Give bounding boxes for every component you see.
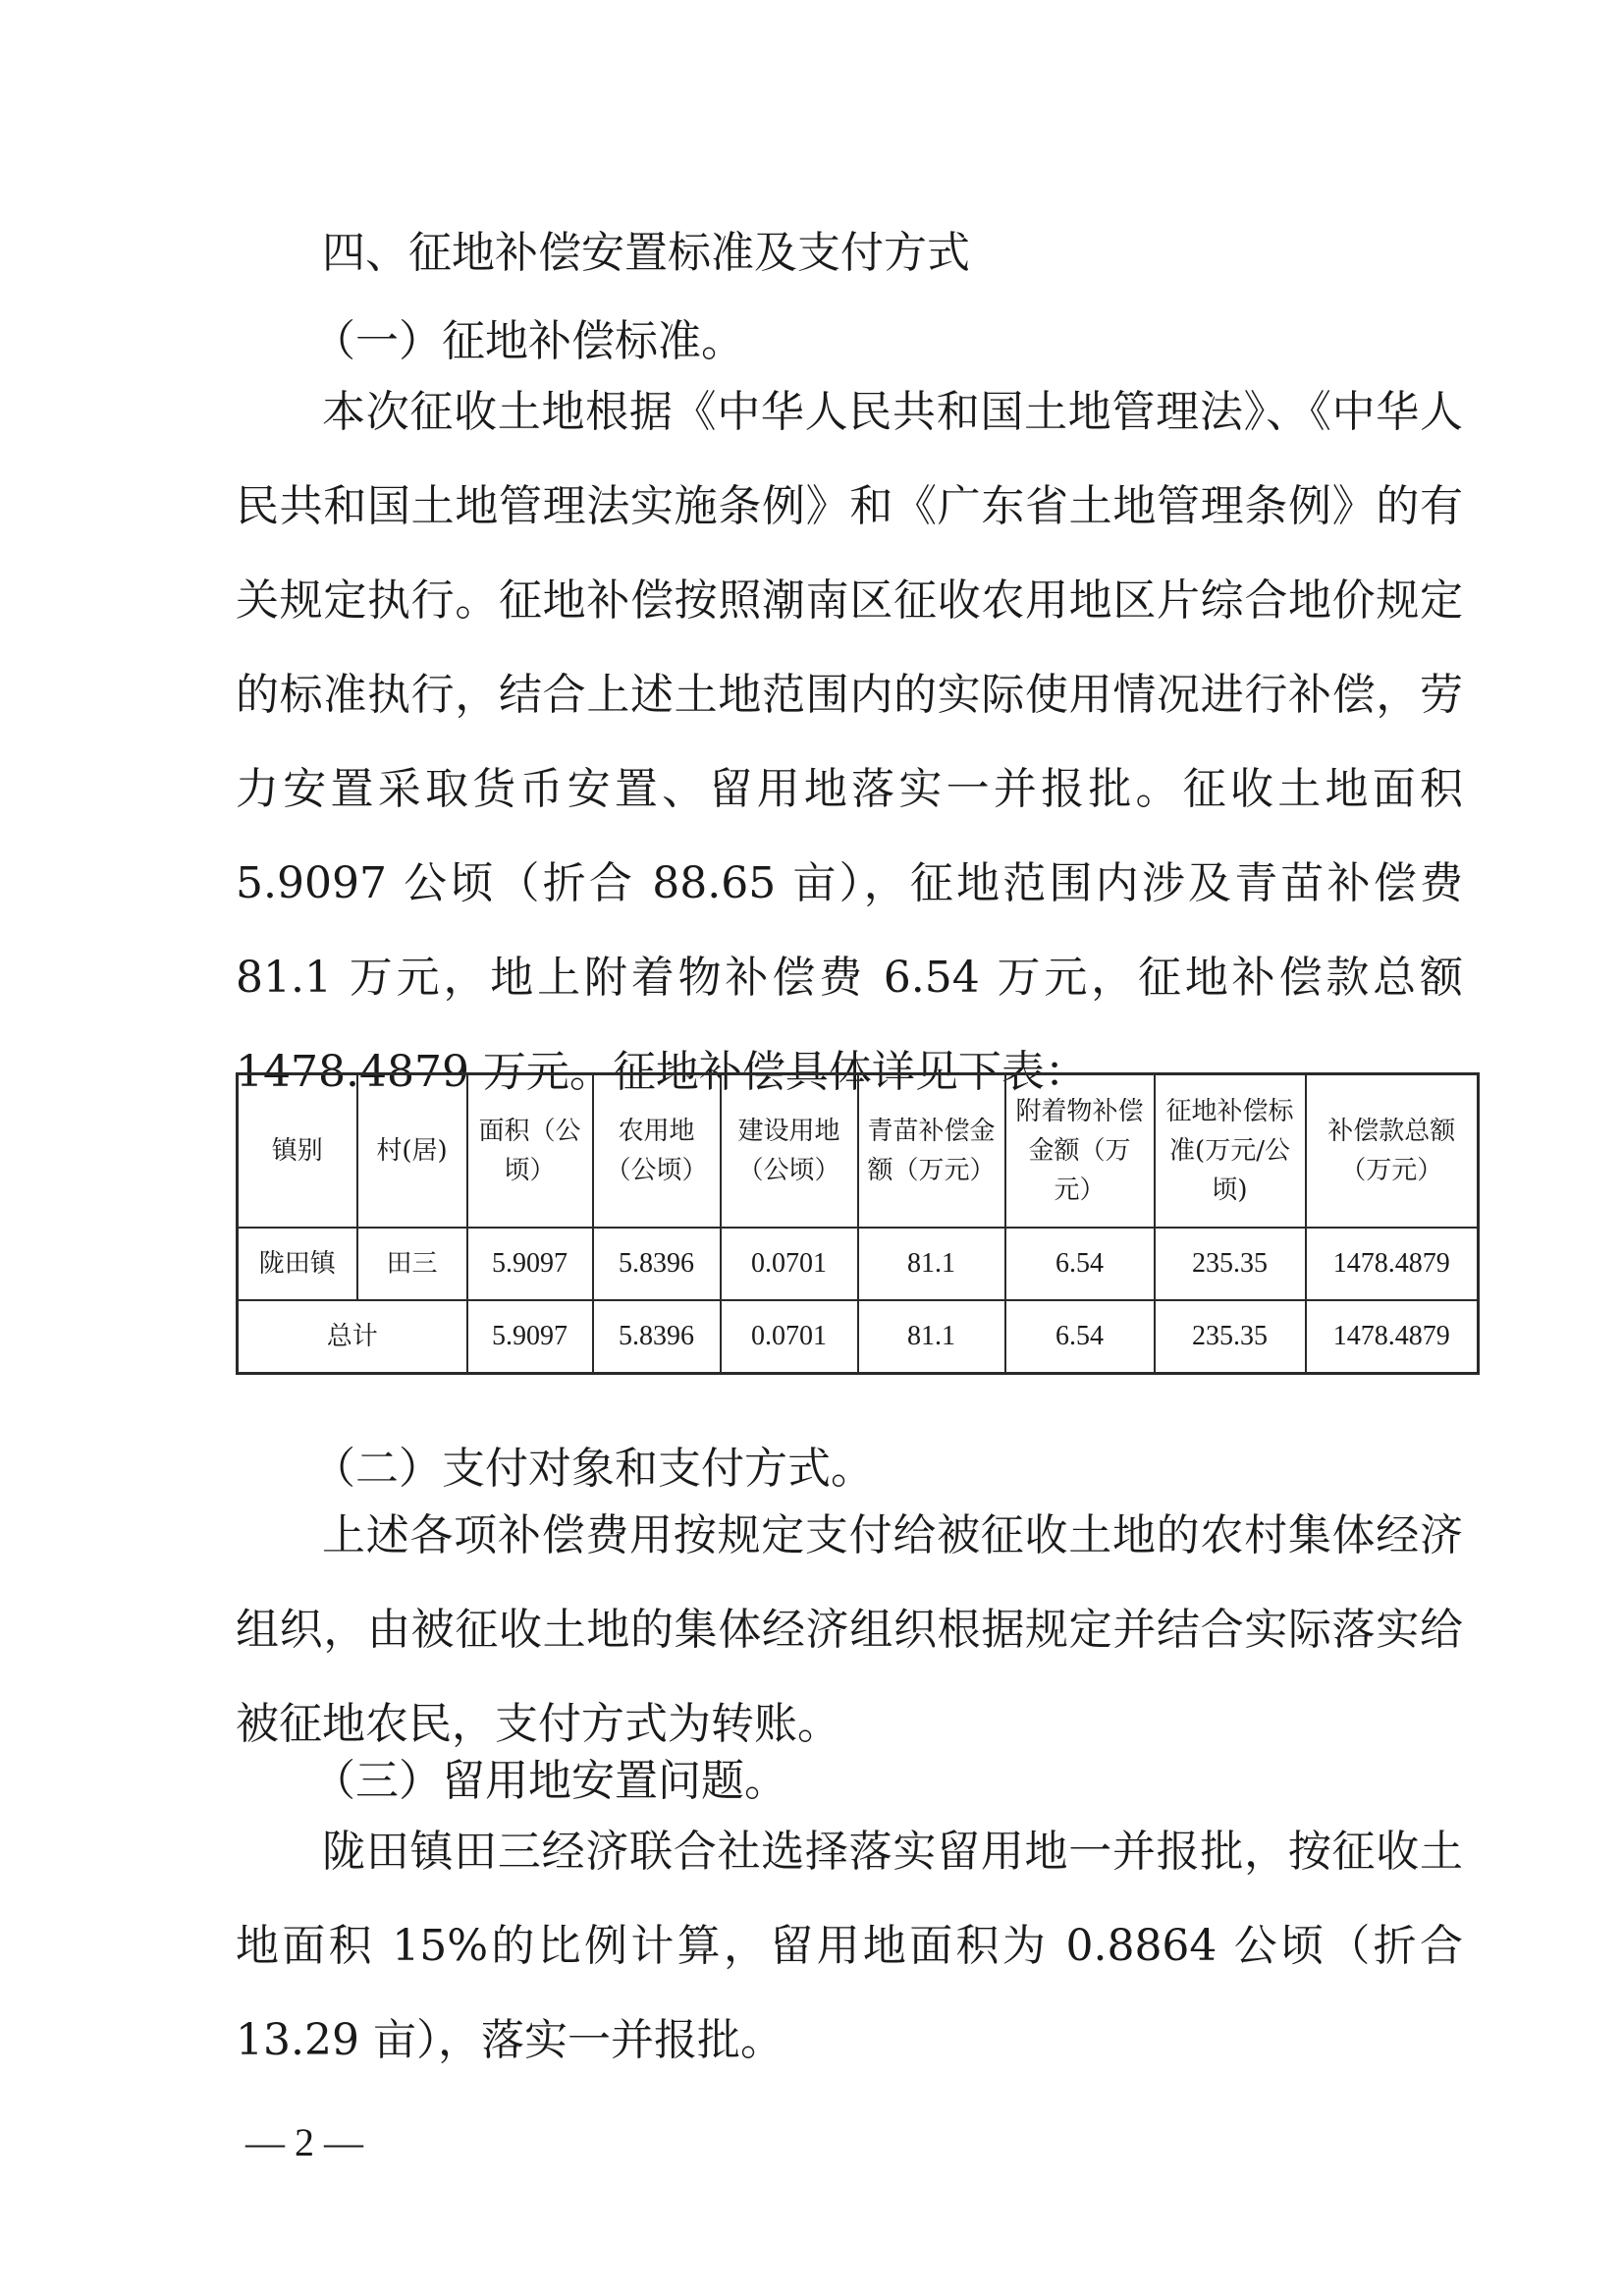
cell-crop-compensation: 81.1 [858,1228,1005,1300]
table-total-row [238,1300,1479,1374]
section-heading: 四、征地补偿安置标准及支付方式 [322,228,970,278]
header-village: 村(居) [357,1074,467,1229]
header-compensation-standard: 征地补偿标准(万元/公顷) [1155,1074,1306,1229]
total-label: 总计 [238,1300,467,1374]
total-crop-compensation: 81.1 [858,1300,1005,1374]
cell-area: 5.9097 [467,1228,593,1300]
cell-total-compensation: 1478.4879 [1306,1228,1479,1300]
total-total-compensation: 1478.4879 [1306,1300,1479,1374]
subsection-2-heading: （二）支付对象和支付方式。 [312,1444,874,1494]
header-total-compensation: 补偿款总额（万元） [1306,1074,1479,1229]
cell-town: 陇田镇 [238,1228,357,1300]
header-area: 面积（公顷） [467,1074,593,1229]
total-attachment-compensation: 6.54 [1005,1300,1155,1374]
total-area: 5.9097 [467,1300,593,1374]
header-farmland: 农用地（公顷） [593,1074,721,1229]
total-farmland: 5.8396 [593,1300,721,1374]
cell-attachment-compensation: 6.54 [1005,1228,1155,1300]
header-crop-compensation: 青苗补偿金额（万元） [858,1074,1005,1229]
reserved-land-paragraph: 陇田镇田三经济联合社选择落实留用地一并报批，按征收土地面积 15%的比例计算，留用地面积为 0.8864 公顷（折合 13.29 亩），落实一并报批。 [236,1827,1463,2065]
payment-paragraph: 上述各项补偿费用按规定支付给被征收土地的农村集体经济组织，由被征收土地的集体经济组织根据规定并结合实际落实给被征地农民，支付方式为转账。 [236,1510,1463,1749]
header-construction-land: 建设用地（公顷） [721,1074,858,1229]
cell-village: 田三 [357,1228,467,1300]
compensation-table [236,1072,1480,1375]
header-attachment-compensation: 附着物补偿金额（万元） [1005,1074,1155,1229]
total-construction-land: 0.0701 [721,1300,858,1374]
header-town: 镇别 [238,1074,357,1229]
subsection-1-heading: （一）征地补偿标准。 [312,316,744,366]
cell-construction-land: 0.0701 [721,1228,858,1300]
table-row [238,1228,1479,1300]
subsection-3-heading: （三）留用地安置问题。 [312,1756,787,1806]
table-header-row [238,1074,1479,1229]
compensation-standard-paragraph: 本次征收土地根据《中华人民共和国土地管理法》、《中华人民共和国土地管理法实施条例》和《广东省土地管理条例》的有关规定执行。征地补偿按照潮南区征收农用地区片综合地价规定的标准执行，结合上述土地范围内的实际使用情况进行补偿，劳力安置采取货币安置、留用地落实一并报批。征收土地面积 5.9097 公顷（折合 88.65 亩），征地范围内涉及青苗补偿费 81.1 万元，地上附着物补偿费 6.54 万元，征地补偿款总额 1478.4879 万元。征地补偿具体详见下表： [236,387,1463,1097]
page-number: — 2 — [245,2120,363,2164]
cell-farmland: 5.8396 [593,1228,721,1300]
total-compensation-standard: 235.35 [1155,1300,1306,1374]
cell-compensation-standard: 235.35 [1155,1228,1306,1300]
